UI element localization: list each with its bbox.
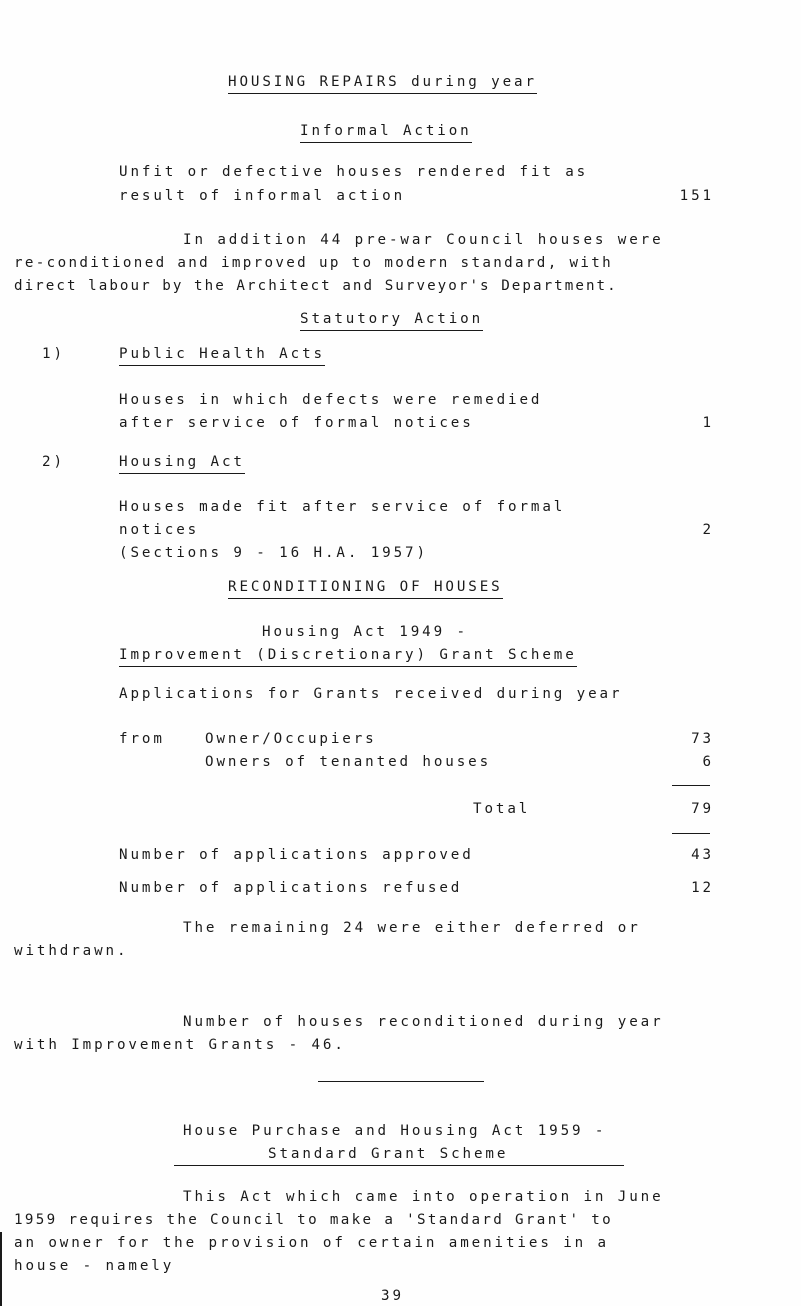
informal-action-heading: Informal Action <box>300 121 472 143</box>
section-divider <box>318 1081 484 1082</box>
tenanted-houses-label: Owners of tenanted houses <box>205 754 492 770</box>
tenanted-houses-value: 6 <box>702 754 714 770</box>
addition-line-1: In addition 44 pre-war Council houses were <box>183 232 664 248</box>
unfit-houses-line-1: Unfit or defective houses rendered fit as <box>119 164 589 180</box>
margin-scan-line <box>0 1232 2 1306</box>
purchase-para-line-1: This Act which came into operation in June <box>183 1189 664 1205</box>
owner-occupiers-label: Owner/Occupiers <box>205 731 377 747</box>
statutory-action-heading: Statutory Action <box>300 309 483 331</box>
approved-value: 43 <box>691 847 714 863</box>
defects-line-1: Houses in which defects were remedied <box>119 392 543 408</box>
total-value: 79 <box>691 801 714 817</box>
total-rule <box>672 833 710 834</box>
housing-act-1949-line: Housing Act 1949 - <box>262 624 468 640</box>
purchase-heading-underline <box>174 1165 624 1166</box>
approved-label: Number of applications approved <box>119 847 474 863</box>
housing-act-heading: Housing Act <box>119 452 245 474</box>
applications-heading: Applications for Grants received during year <box>119 686 623 702</box>
owner-occupiers-value: 73 <box>691 731 714 747</box>
subtotal-rule <box>672 785 710 786</box>
made-fit-line-2: notices <box>119 522 200 538</box>
made-fit-line-1: Houses made fit after service of formal <box>119 499 566 515</box>
page-title: HOUSING REPAIRS during year <box>228 72 537 94</box>
addition-line-3: direct labour by the Architect and Surveyor's Department. <box>14 278 618 294</box>
improvement-grant-scheme-heading: Improvement (Discretionary) Grant Scheme <box>119 645 577 667</box>
purchase-para-line-4: house - namely <box>14 1258 175 1274</box>
refused-value: 12 <box>691 880 714 896</box>
defects-line-2: after service of formal notices <box>119 415 474 431</box>
purchase-heading-line-1: House Purchase and Housing Act 1959 - <box>183 1123 607 1139</box>
reconditioning-heading: RECONDITIONING OF HOUSES <box>228 577 503 599</box>
remaining-line-2: withdrawn. <box>14 943 129 959</box>
item-2-number: 2) <box>42 454 65 470</box>
made-fit-value: 2 <box>702 522 714 538</box>
defects-value: 1 <box>702 415 714 431</box>
purchase-para-line-3: an owner for the provision of certain amenities in a <box>14 1235 609 1251</box>
houses-reconditioned-line-2: with Improvement Grants - 46. <box>14 1037 346 1053</box>
page-number: 39 <box>381 1288 404 1304</box>
houses-reconditioned-line-1: Number of houses reconditioned during year <box>183 1014 664 1030</box>
item-1-number: 1) <box>42 346 65 362</box>
public-health-acts-heading: Public Health Acts <box>119 344 325 366</box>
unfit-houses-value: 151 <box>679 188 714 204</box>
purchase-heading-line-2: Standard Grant Scheme <box>268 1146 509 1162</box>
total-label: Total <box>473 801 531 817</box>
from-label: from <box>119 731 165 747</box>
remaining-line-1: The remaining 24 were either deferred or <box>183 920 641 936</box>
refused-label: Number of applications refused <box>119 880 463 896</box>
sections-line: (Sections 9 - 16 H.A. 1957) <box>119 545 428 561</box>
purchase-para-line-2: 1959 requires the Council to make a 'Standard Grant' to <box>14 1212 614 1228</box>
addition-line-2: re-conditioned and improved up to modern standard, with <box>14 255 614 271</box>
unfit-houses-line-2: result of informal action <box>119 188 406 204</box>
